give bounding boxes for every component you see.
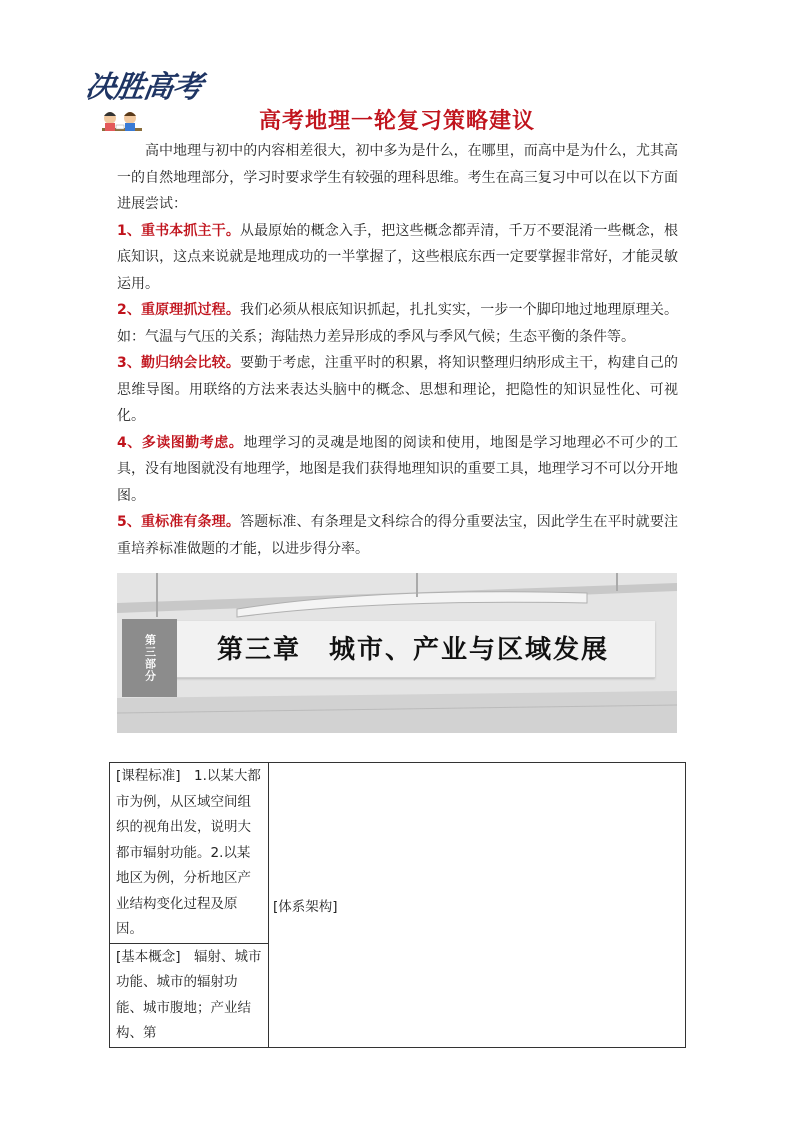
tip-text: 我们必须从根底知识抓起，扎扎实实，一步一个脚印地过地理原理关。如：气温与气压的关系；海陆热力差异形成的季风与季风气候；生态平衡的条件等。 bbox=[117, 302, 678, 345]
tip-text: 从最原始的概念入手，把这些概念都弄清，千万不要混淆一些概念，根底知识，这点来说就是地理成功的一半掌握了，这些根底东西一定要掌握非常好，才能灵敏运用。 bbox=[117, 222, 678, 292]
framework-cell bbox=[269, 763, 686, 1048]
tip-text: 要勤于考虑，注重平时的积累，将知识整理归纳形成主干，构建自己的思维导图。用联络的方法来表达头脑中的概念、思想和理论，把隐性的知识显性化、可视化。 bbox=[117, 355, 678, 424]
tip-heading: 5、重标准有条理。 bbox=[117, 514, 240, 530]
tip-paragraph-2 bbox=[117, 297, 678, 350]
tip-heading: 3、勤归纳会比较。 bbox=[117, 355, 240, 371]
article-body bbox=[117, 138, 678, 562]
standard-tag: [课程标准] bbox=[116, 768, 181, 784]
course-table bbox=[109, 762, 686, 1048]
tip-paragraph-5 bbox=[117, 509, 678, 562]
logo-text: 决胜高考 bbox=[83, 70, 204, 105]
standard-content bbox=[110, 763, 268, 943]
concept-content bbox=[110, 944, 268, 1047]
framework-tag: [体系架构] bbox=[273, 898, 338, 915]
tip-text: 答题标准、有条理是文科综合的得分重要法宝，因此学生在平时就要注重培养标准做题的才能，以进步得分率。 bbox=[117, 514, 678, 557]
tip-heading: 2、重原理抓过程。 bbox=[117, 302, 240, 318]
chapter-title: 第三章 城市、产业与区域发展 bbox=[217, 635, 610, 665]
tip-heading: 1、重书本抓主干。 bbox=[117, 222, 240, 239]
tip-paragraph-4 bbox=[117, 430, 678, 510]
page-title: 高考地理一轮复习策略建议 bbox=[258, 109, 535, 134]
tip-paragraph-1 bbox=[117, 218, 678, 298]
standard-text: 1.以某大都市为例，从区域空间组织的视角出发，说明大都市辐射功能。2.以某地区为例，分析地区产业结构变化过程及原因。 bbox=[116, 768, 261, 937]
standard-cell bbox=[110, 763, 269, 944]
concept-cell bbox=[110, 943, 269, 1047]
part-label: 第三部分 bbox=[122, 619, 177, 697]
table-row bbox=[110, 763, 686, 944]
concept-tag: [基本概念] bbox=[116, 948, 181, 965]
chapter-banner bbox=[117, 573, 677, 733]
concept-text: 辐射、城市功能、城市的辐射功能、城市腹地；产业结构、第 bbox=[116, 948, 262, 1041]
tip-paragraph-3 bbox=[117, 350, 678, 430]
intro-paragraph: 高中地理与初中的内容相差很大，初中多为是什么，在哪里，而高中是为什么，尤其高一的自然地理部分，学习时要求学生有较强的理科思维。考生在高三复习中可以在以下方面进展尝试： bbox=[117, 143, 678, 212]
tip-heading: 4、多读图勤考虑。 bbox=[117, 434, 244, 451]
tip-text: 地理学习的灵魂是地图的阅读和使用，地图是学习地理必不可少的工具，没有地图就没有地理学，地图是我们获得地理知识的重要工具，地理学习不可以分开地图。 bbox=[117, 434, 679, 504]
